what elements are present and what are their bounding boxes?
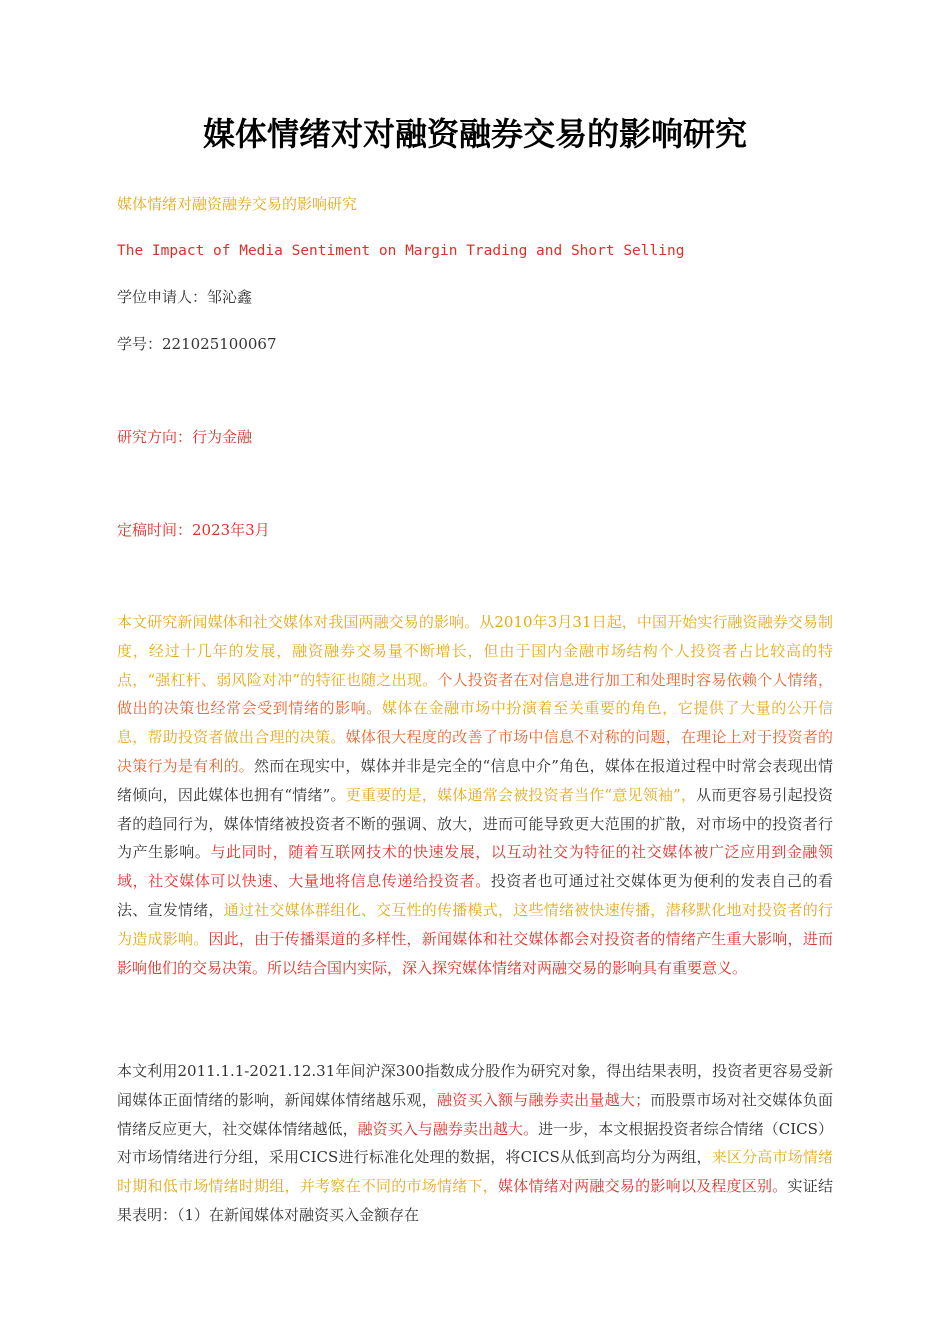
abstract-p1-segment: 与此同时，随着互联网技术的快速发展，以互动社交为特征的社交媒体被广泛应用到金融领域，社交媒体可以快速、大量地将信息传递给投资者。 — [117, 843, 833, 891]
abstract-p1-segment: 投资者也可通过社交媒体更为便利的发表自己的看法、宣发情绪， — [117, 872, 833, 919]
abstract-paragraph-1 — [117, 608, 833, 982]
applicant-line: 学位申请人：邹沁鑫 — [117, 288, 253, 306]
student-id-line: 学号：221025100067 — [117, 335, 277, 353]
abstract-p1-segment: 媒体很大程度的改善了市场中信息不对称的问题，在理论上对于投资者的决策行为是有利的。 — [117, 728, 833, 775]
abstract-p2-segment: 来区分高市场情绪时期和低市场情绪时期组，并考察在不同的市场情绪下， — [117, 1148, 833, 1196]
abstract-p2-segment: 本文利用2011.1.1-2021.12.31年间沪深300指数成分股作为研究对象，得出结果表明，投资者更容易受新闻媒体正面情绪的影响，新闻媒体情绪越乐观， — [117, 1062, 833, 1109]
abstract-paragraph-2 — [117, 1057, 833, 1230]
abstract-p2-segment: 融资买入与融券卖出越大。 — [357, 1119, 539, 1138]
abstract-p2-segment: 进一步，本文根据投资者综合情绪（CICS）对市场情绪进行分组，采用CICS进行标准化处理的数据，将CICS从低到高均分为两组， — [117, 1119, 833, 1167]
document-title: 媒体情绪对对融资融券交易的影响研究 — [202, 115, 747, 153]
subtitle-english: The Impact of Media Sentiment on Margin Trading and Short Selling — [117, 243, 685, 259]
abstract-p2-segment: 实证结果表明：（1）在新闻媒体对融资买入金额存在 — [117, 1177, 833, 1224]
final-date-line: 定稿时间：2023年3月 — [117, 521, 270, 539]
abstract-p1-segment: 更重要的是，媒体通常会被投资者当作“意见领袖”， — [345, 785, 697, 804]
abstract-p1-segment: 个人投资者在对信息进行加工和处理时容易依赖个人情绪，做出的决策也经常会受到情绪的影响。 — [117, 670, 833, 718]
abstract-p1-segment: 从而更容易引起投资者的趋同行为，媒体情绪被投资者不断的强调、放大，进而可能导致更大范围的扩散，对市场中的投资者行为产生影响。 — [117, 785, 833, 862]
abstract-p1-segment: 通过社交媒体群组化、交互性的传播模式，这些情绪被快速传播，潜移默化地对投资者的行为造成影响。 — [117, 900, 833, 948]
abstract-p1-segment: 本文研究新闻媒体和社交媒体对我国两融交易的影响。从2010年3月31日起，中国开始实行融资融券交易制度，经过十几年的发展，融资融券交易量不断增长，但由于国内金融市场结构个人投资者占比较高的特点，“强杠杆、弱风险对冲”的特征也随之出现。 — [117, 613, 833, 689]
abstract-p1-segment: 然而在现实中，媒体并非是完全的“信息中介”角色，媒体在报道过程中时常会表现出情绪倾向，因此媒体也拥有“情绪”。 — [117, 756, 833, 804]
abstract-p2-segment: 融资买入额与融券卖出量越大； — [437, 1090, 651, 1109]
abstract-p1-segment: 因此，由于传播渠道的多样性，新闻媒体和社交媒体都会对投资者的情绪产生重大影响，进而影响他们的交易决策。所以结合国内实际，深入探究媒体情绪对两融交易的影响具有重要意义。 — [117, 929, 833, 977]
research-direction-line: 研究方向：行为金融 — [117, 428, 253, 446]
abstract-p1-segment: 媒体在金融市场中扮演着至关重要的角色，它提供了大量的公开信息，帮助投资者做出合理的决策。 — [117, 699, 833, 747]
abstract-p2-segment: 而股票市场对社交媒体负面情绪反应更大，社交媒体情绪越低， — [117, 1090, 833, 1138]
subtitle-chinese: 媒体情绪对融资融券交易的影响研究 — [117, 195, 358, 213]
abstract-p2-segment: 媒体情绪对两融交易的影响以及程度区别。 — [497, 1177, 788, 1196]
